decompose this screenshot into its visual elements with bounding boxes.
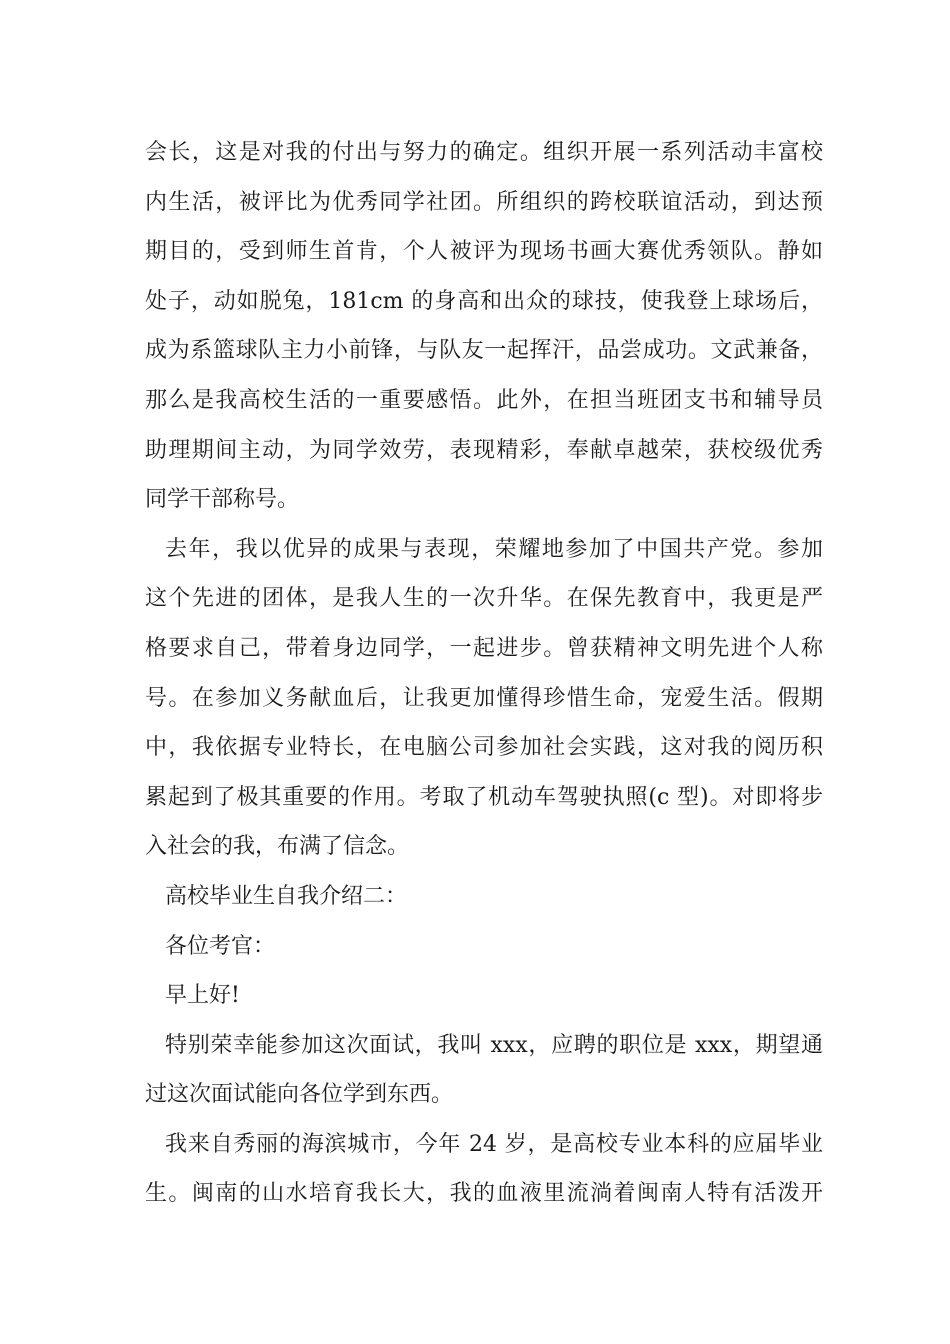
text-line: 高校毕业生自我介绍二： (165, 883, 408, 909)
text-line: 这个先进的团体，是我人生的一次升华。在保先教育中，我更是严 (145, 586, 823, 612)
text-line: 生。闽南的山水培育我长大，我的血液里流淌着闽南人特有活泼开 (145, 1181, 823, 1207)
text-line: 过这次面试能向各位学到东西。 (145, 1082, 454, 1108)
text-line: 各位考官： (165, 933, 276, 959)
text-line: 处子，动如脱兔，181cm 的身高和出众的球技，使我登上球场后， (145, 288, 823, 314)
text-line: 特别荣幸能参加这次面试，我叫 xxx，应聘的职位是 xxx，期望通 (165, 1032, 823, 1058)
text-line: 同学干部称号。 (145, 487, 300, 513)
text-line: 入社会的我，布满了信念。 (145, 834, 410, 860)
text-line: 早上好! (165, 983, 240, 1009)
text-line: 成为系篮球队主力小前锋，与队友一起挥汗，品尝成功。文武兼备， (145, 338, 823, 364)
text-line: 去年，我以优异的成果与表现，荣耀地参加了中国共产党。参加 (165, 536, 823, 562)
text-line: 我来自秀丽的海滨城市，今年 24 岁，是高校专业本科的应届毕业 (165, 1131, 823, 1157)
text-line: 助理期间主动，为同学效劳，表现精彩，奉献卓越荣，获校级优秀 (145, 437, 823, 463)
text-line: 号。在参加义务献血后，让我更加懂得珍惜生命，宠爱生活。假期 (145, 685, 823, 711)
text-line: 那么是我高校生活的一重要感悟。此外，在担当班团支书和辅导员 (145, 387, 823, 413)
text-line: 期目的，受到师生首肯，个人被评为现场书画大赛优秀领队。静如 (145, 239, 823, 265)
text-line: 会长，这是对我的付出与努力的确定。组织开展一系列活动丰富校 (145, 140, 823, 165)
body-text (145, 128, 845, 1219)
text-line: 格要求自己，带着身边同学，一起进步。曾获精神文明先进个人称 (145, 635, 823, 661)
text-line: 内生活，被评比为优秀同学社团。所组织的跨校联谊活动，到达预 (145, 189, 823, 215)
text-line: 累起到了极其重要的作用。考取了机动车驾驶执照(c 型)。对即将步 (145, 784, 823, 810)
text-line: 中，我依据专业特长，在电脑公司参加社会实践，这对我的阅历积 (145, 735, 823, 761)
